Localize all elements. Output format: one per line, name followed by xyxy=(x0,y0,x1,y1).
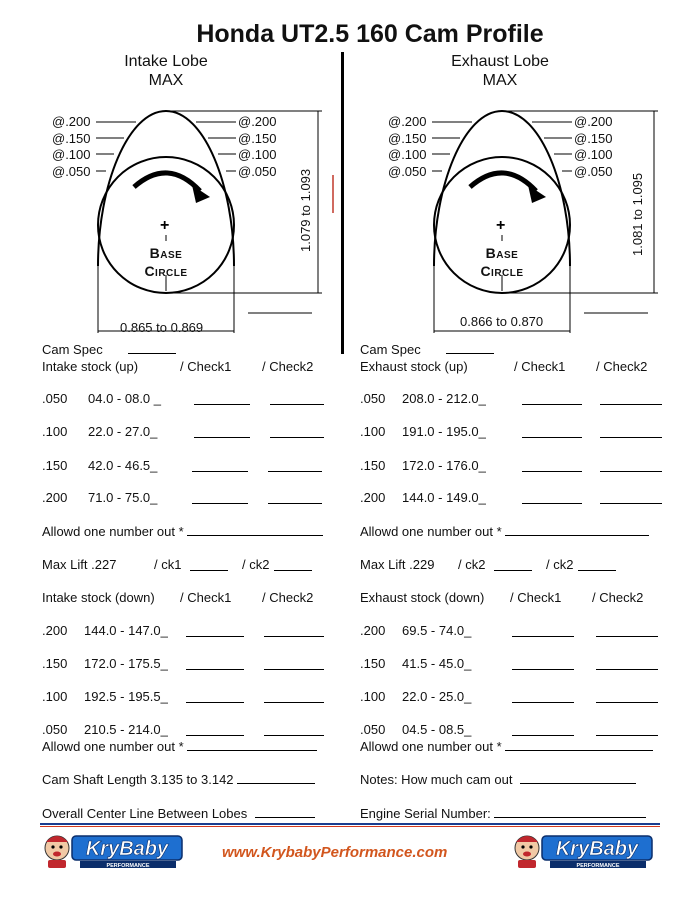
base-label: Base xyxy=(485,245,519,261)
logo-wordmark: KryBaby xyxy=(85,838,169,860)
check1-field[interactable] xyxy=(522,503,582,504)
table-row xyxy=(42,391,161,406)
mark-label: @.050 xyxy=(52,163,91,179)
check2-field[interactable] xyxy=(596,702,658,703)
range-value: 71.0 - 75.0_ xyxy=(88,490,158,505)
range-value: 04.5 - 08.5_ xyxy=(402,722,472,737)
exhaust-width-range: 0.866 to 0.870 xyxy=(460,314,544,329)
table-row xyxy=(360,656,472,671)
check1-field[interactable] xyxy=(522,404,582,405)
check1-header: / Check1 xyxy=(510,590,562,605)
header-label: Exhaust stock (down) xyxy=(360,590,485,605)
check2-header: / Check2 xyxy=(262,359,314,374)
max-lift-label: Max Lift .229 xyxy=(360,557,435,572)
allowed-field[interactable] xyxy=(187,750,317,751)
mark-label: @.100 xyxy=(574,147,613,162)
table-row xyxy=(42,656,168,671)
check2-field[interactable] xyxy=(600,404,662,405)
center-line xyxy=(42,806,315,821)
intake-lobe-diagram xyxy=(0,95,340,345)
table-row xyxy=(360,424,486,439)
table-row xyxy=(42,623,168,638)
check2-header: / Check2 xyxy=(262,590,314,605)
intake-base-circle-label xyxy=(130,244,202,280)
intake-max-lift xyxy=(42,557,270,572)
max-lift-label: Max Lift .227 xyxy=(42,557,117,572)
exhaust-lobe-title xyxy=(440,52,560,90)
intake-down-header xyxy=(42,590,314,605)
engine-serial-label: Engine Serial Number: xyxy=(360,806,491,821)
mark-label: @.200 xyxy=(574,114,613,129)
footer-rule xyxy=(40,823,660,825)
check2-field[interactable] xyxy=(264,636,324,637)
intake-lobe-sub: MAX xyxy=(148,72,184,89)
mark-label: @.100 xyxy=(52,147,91,162)
check2-field[interactable] xyxy=(600,437,662,438)
lift-value: .100 xyxy=(42,689,68,704)
check1-field[interactable] xyxy=(522,437,582,438)
website-url: www.KrybabyPerformance.com xyxy=(222,844,448,861)
mark-label: @.150 xyxy=(52,130,91,146)
camshaft-length-label: Cam Shaft Length 3.135 to 3.142 xyxy=(42,772,234,787)
ck2-label: / ck2 xyxy=(546,557,574,572)
check1-field[interactable] xyxy=(512,636,574,637)
range-value: 22.0 - 25.0_ xyxy=(402,689,472,704)
mark-label: @.050 xyxy=(574,163,613,179)
mark-label: @.050 xyxy=(388,163,427,179)
range-value: 191.0 - 195.0_ xyxy=(402,424,486,439)
check1-field[interactable] xyxy=(192,471,248,472)
engine-serial xyxy=(360,806,646,821)
table-row xyxy=(360,490,486,505)
ck2-field[interactable] xyxy=(274,570,312,571)
page-title: Honda UT2.5 160 Cam Profile xyxy=(196,20,544,48)
lift-value: .200 xyxy=(360,623,386,638)
range-value: 192.5 - 195.5_ xyxy=(84,689,168,704)
exhaust-lobe-diagram xyxy=(336,95,676,345)
notes xyxy=(360,772,636,787)
ck2-label: / ck2 xyxy=(242,557,270,572)
logo-subtext: PERFORMANCE xyxy=(576,863,620,869)
check1-field[interactable] xyxy=(186,636,244,637)
check2-field[interactable] xyxy=(264,735,324,736)
check2-field[interactable] xyxy=(270,404,324,405)
intake-right-marks xyxy=(238,114,277,180)
lift-value: .050 xyxy=(42,722,68,737)
check2-header: / Check2 xyxy=(596,359,648,374)
table-row xyxy=(360,623,472,638)
circle-label: Circle xyxy=(144,263,188,279)
table-row xyxy=(360,689,472,704)
check1-field[interactable] xyxy=(512,702,574,703)
header-label: Intake stock (up) xyxy=(42,359,139,374)
lift-value: .150 xyxy=(42,656,68,671)
intake-lobe-label: Intake Lobe xyxy=(124,53,208,70)
exhaust-lobe-sub: MAX xyxy=(482,72,518,89)
exhaust-height-range: 1.081 to 1.095 xyxy=(630,172,645,256)
check1-field[interactable] xyxy=(186,702,244,703)
baby-mascot-icon xyxy=(515,836,539,868)
lift-value: .100 xyxy=(360,689,386,704)
range-value: 172.0 - 176.0_ xyxy=(402,458,486,473)
table-row xyxy=(360,458,486,473)
mark-label: @.150 xyxy=(238,130,277,146)
table-row xyxy=(42,424,158,439)
allowed-label: Allowd one number out * xyxy=(360,524,502,539)
notes-label: Notes: How much cam out xyxy=(360,772,513,787)
lift-value: .200 xyxy=(42,490,68,505)
check1-field[interactable] xyxy=(194,404,250,405)
center-line-label: Overall Center Line Between Lobes xyxy=(42,806,248,821)
engine-serial-field[interactable] xyxy=(494,817,646,818)
krybaby-logo-left xyxy=(40,830,186,870)
cam-spec-label: Cam Spec xyxy=(360,342,421,357)
base-label: Base xyxy=(149,245,183,261)
range-value: 04.0 - 08.0 _ xyxy=(88,391,161,406)
check2-field[interactable] xyxy=(264,702,324,703)
circle-label: Circle xyxy=(480,263,524,279)
exhaust-allowed-2 xyxy=(360,739,653,754)
check2-field[interactable] xyxy=(596,735,658,736)
ck1-field[interactable] xyxy=(190,570,228,571)
intake-lobe-title xyxy=(106,52,226,90)
intake-width-range: 0.865 to 0.869 xyxy=(120,320,204,335)
check2-field[interactable] xyxy=(596,636,658,637)
lift-value: .150 xyxy=(360,656,386,671)
mark-label: @.200 xyxy=(388,114,427,129)
check1-field[interactable] xyxy=(522,471,582,472)
cam-spec-label: Cam Spec xyxy=(42,342,103,357)
check2-header: / Check2 xyxy=(592,590,644,605)
header-label: Exhaust stock (up) xyxy=(360,359,468,374)
intake-allowed xyxy=(42,524,323,539)
check1-field[interactable] xyxy=(186,669,244,670)
allowed-field[interactable] xyxy=(505,750,653,751)
center-line-field[interactable] xyxy=(255,817,315,818)
range-value: 144.0 - 149.0_ xyxy=(402,490,486,505)
camshaft-length-field[interactable] xyxy=(237,783,315,784)
notes-field[interactable] xyxy=(520,783,636,784)
exhaust-cam-spec xyxy=(360,342,494,357)
lift-value: .050 xyxy=(360,722,386,737)
check1-header: / Check1 xyxy=(180,590,232,605)
logo-wordmark: KryBaby xyxy=(555,838,639,860)
cam-spec-field[interactable] xyxy=(446,353,494,354)
allowed-field[interactable] xyxy=(505,535,649,536)
range-value: 69.5 - 74.0_ xyxy=(402,623,472,638)
range-value: 172.0 - 175.5_ xyxy=(84,656,168,671)
header-label: Intake stock (down) xyxy=(42,590,155,605)
mark-label: @.150 xyxy=(388,130,427,146)
lift-value: .150 xyxy=(360,458,386,473)
exhaust-up-header xyxy=(360,359,648,374)
table-row xyxy=(42,490,158,505)
check2-field[interactable] xyxy=(600,471,662,472)
exhaust-lobe-label: Exhaust Lobe xyxy=(451,53,549,70)
camshaft-length xyxy=(42,772,315,787)
check2-field[interactable] xyxy=(270,437,324,438)
range-value: 42.0 - 46.5_ xyxy=(88,458,158,473)
lift-value: .100 xyxy=(42,424,68,439)
range-value: 22.0 - 27.0_ xyxy=(88,424,158,439)
baby-mascot-icon xyxy=(45,836,69,868)
lift-value: .150 xyxy=(42,458,68,473)
check2-field[interactable] xyxy=(596,669,658,670)
exhaust-max-lift xyxy=(360,557,574,572)
check1-header: / Check1 xyxy=(514,359,566,374)
check2-field[interactable] xyxy=(600,503,662,504)
center-plus-icon: + xyxy=(160,217,170,234)
check2-field[interactable] xyxy=(268,471,322,472)
intake-height-range: 1.079 to 1.093 xyxy=(298,168,313,252)
check2-field[interactable] xyxy=(264,669,324,670)
intake-up-header xyxy=(42,359,314,374)
cam-spec-field[interactable] xyxy=(128,353,176,354)
intake-allowed-2 xyxy=(42,739,317,754)
allowed-label: Allowd one number out * xyxy=(42,524,184,539)
table-row xyxy=(360,722,472,737)
check1-field[interactable] xyxy=(512,735,574,736)
exhaust-allowed xyxy=(360,524,649,539)
ck1-label: / ck1 xyxy=(154,557,182,572)
range-value: 210.5 - 214.0_ xyxy=(84,722,168,737)
check1-field[interactable] xyxy=(194,437,250,438)
lift-value: .200 xyxy=(42,623,68,638)
table-row xyxy=(42,689,168,704)
range-value: 208.0 - 212.0_ xyxy=(402,391,486,406)
check1-header: / Check1 xyxy=(180,359,232,374)
mark-label: @.200 xyxy=(52,114,91,129)
mark-label: @.100 xyxy=(388,147,427,162)
lift-value: .200 xyxy=(360,490,386,505)
mark-label: @.050 xyxy=(238,163,277,179)
table-row xyxy=(360,391,486,406)
exhaust-base-circle-label xyxy=(466,244,538,280)
intake-left-marks xyxy=(52,114,91,180)
exhaust-down-header xyxy=(360,590,644,605)
range-value: 41.5 - 45.0_ xyxy=(402,656,472,671)
exhaust-left-marks xyxy=(388,114,427,180)
center-plus-icon: + xyxy=(496,217,506,234)
ck2-field[interactable] xyxy=(578,570,616,571)
range-value: 144.0 - 147.0_ xyxy=(84,623,168,638)
ck1-label: / ck2 xyxy=(458,557,486,572)
table-row xyxy=(42,722,168,737)
logo-subtext: PERFORMANCE xyxy=(106,863,150,869)
mark-label: @.150 xyxy=(574,130,613,146)
check1-field[interactable] xyxy=(186,735,244,736)
lift-value: .050 xyxy=(42,391,68,406)
allowed-label: Allowd one number out * xyxy=(42,739,184,754)
mark-label: @.100 xyxy=(238,147,277,162)
krybaby-logo-right xyxy=(510,830,656,870)
lift-value: .100 xyxy=(360,424,386,439)
mark-label: @.200 xyxy=(238,114,277,129)
ck1-field[interactable] xyxy=(494,570,532,571)
allowed-label: Allowd one number out * xyxy=(360,739,502,754)
check1-field[interactable] xyxy=(512,669,574,670)
intake-cam-spec xyxy=(42,342,176,357)
allowed-field[interactable] xyxy=(187,535,323,536)
table-row xyxy=(42,458,158,473)
lift-value: .050 xyxy=(360,391,386,406)
exhaust-right-marks xyxy=(574,114,613,180)
footer-rule-accent xyxy=(40,826,660,827)
check1-field[interactable] xyxy=(192,503,248,504)
check2-field[interactable] xyxy=(268,503,322,504)
